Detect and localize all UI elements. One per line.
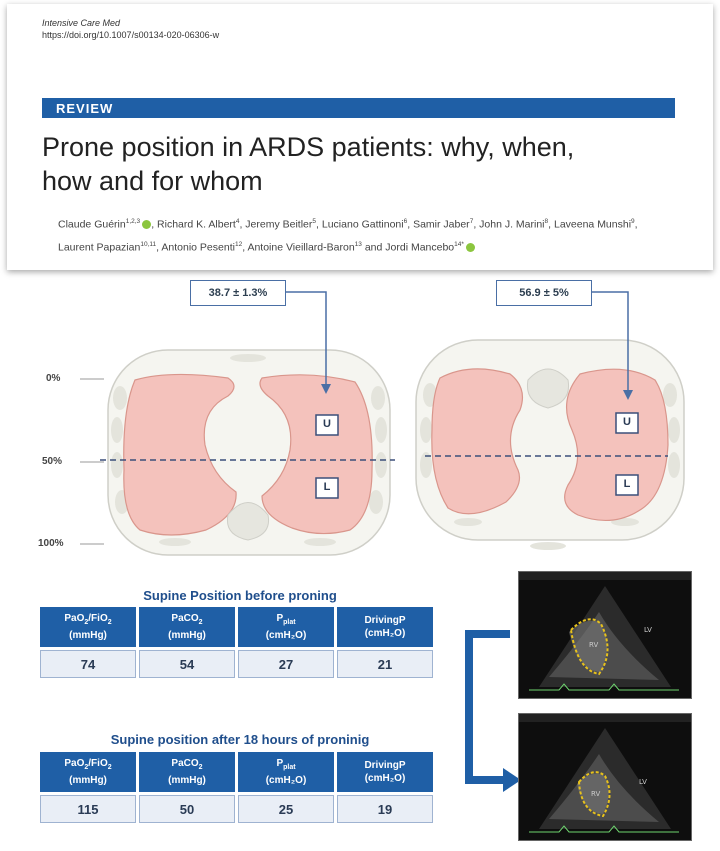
table-value-cell: 27 (238, 650, 334, 678)
table-value-cell: 50 (139, 795, 235, 823)
axis-label-50: 50% (42, 456, 63, 467)
table-value-cell: 74 (40, 650, 136, 678)
axis-label-0: 0% (46, 373, 61, 384)
author-name: Laurent Papazian (58, 241, 141, 253)
echo-before-lv: LV (644, 626, 652, 634)
author-name: Luciano Gattinoni (321, 218, 404, 231)
right-percentage: 56.9 ± 5% (496, 280, 592, 306)
echo-before-rv: RV (589, 641, 599, 649)
right-lung-right-lobe (565, 369, 668, 520)
echo-after-lv: LV (639, 778, 647, 786)
table-header-cell: $P_{plat}$ (cmH₂O) (238, 752, 334, 792)
table-after (37, 749, 436, 826)
left-lower-label: L (323, 481, 331, 493)
author-name: John J. Marini (479, 218, 545, 231)
table-value-cell: 54 (139, 650, 235, 678)
table-header-cell: PaCO$_2$ (mmHg) (139, 752, 235, 792)
paper-title (42, 130, 682, 198)
right-thorax (416, 340, 684, 550)
author-affiliation: 1,2,3 (125, 218, 141, 225)
table-before (37, 604, 436, 681)
orcid-icon[interactable] (466, 243, 475, 252)
author-affiliation: 8 (544, 218, 549, 225)
table-value-cell: 25 (238, 795, 334, 823)
paper-title-line-2: how and for whom (42, 166, 263, 196)
section-label: REVIEW (56, 101, 114, 116)
right-upper-label: U (623, 416, 631, 428)
table-header-cell: PaO$_2$/FiO$_2$ (mmHg) (40, 607, 136, 647)
author-affiliation: 10,11 (140, 240, 157, 248)
table-value-cell: 115 (40, 795, 136, 823)
author-name: Richard K. Albert (157, 218, 236, 231)
author-affiliation: 5 (312, 218, 317, 225)
author-affiliation: 14* (454, 240, 464, 248)
paper-title-line-1: Prone position in ARDS patients: why, when, (42, 132, 575, 162)
left-upper-label: U (323, 418, 331, 430)
axis-label-100: 100% (38, 538, 64, 549)
author-and: and (364, 241, 383, 253)
echo-image-after (518, 713, 692, 841)
orcid-icon[interactable] (142, 220, 151, 229)
table-value-cell: 21 (337, 650, 433, 678)
table-header-cell: DrivingP (cmH₂O) (337, 607, 433, 647)
table-header-cell: $P_{plat}$ (cmH₂O) (238, 607, 334, 647)
right-lower-label: L (623, 478, 631, 490)
lung-diagram (0, 270, 720, 565)
table-header-cell: DrivingP (cmH₂O) (337, 752, 433, 792)
left-thorax (108, 350, 390, 555)
author-affiliation: 13 (354, 240, 362, 248)
flow-arrow (455, 620, 525, 795)
table-before-title: Supine Position before proning (143, 588, 337, 603)
author-affiliation: 6 (403, 218, 408, 225)
section-bar (42, 98, 675, 118)
echo-image-before (518, 571, 692, 699)
author-name: Laveena Munshi (553, 218, 632, 231)
author-affiliation: 12 (234, 240, 243, 248)
author-affiliation: 7 (469, 218, 474, 225)
author-name: Jordi Mancebo (385, 241, 455, 253)
table-value-cell: 19 (337, 795, 433, 823)
author-affiliation: 9 (631, 218, 635, 225)
right-lung-left-lobe (432, 369, 523, 514)
author-name: Claude Guérin (58, 218, 126, 231)
journal-name: Intensive Care Med (42, 18, 121, 28)
author-affiliation: 4 (235, 218, 240, 225)
author-name: Jeremy Beitler (245, 218, 313, 231)
table-header-cell: PaCO$_2$ (mmHg) (139, 607, 235, 647)
author-name: Samir Jaber (413, 218, 470, 231)
left-percentage: 38.7 ± 1.3% (190, 280, 286, 306)
table-after-title: Supine position after 18 hours of proninig (110, 732, 370, 747)
author-name: Antoine Vieillard-Baron (247, 241, 355, 253)
echo-after-rv: RV (591, 790, 601, 798)
doi-link[interactable]: https://doi.org/10.1007/s00134-020-06306-w (42, 30, 220, 40)
author-list: Claude Guérin$^{1,2,3}$ , Richard K. Albert$^4$, Jeremy Beitler$^5$, Luciano Gattinoni$^6$, Samir Jaber$^7$, John J. Marini$^8$, Laveena Munshi$^9$, Laurent Papazian$^{10,11}$, Antonio Pesenti$^{12}$, Antoine Vieillard-Baron$^{13}$ and Jordi Mancebo$^{14*}$ (58, 218, 638, 253)
author-name: Antonio Pesenti (161, 241, 235, 253)
table-header-cell: PaO$_2$/FiO$_2$ (mmHg) (40, 752, 136, 792)
